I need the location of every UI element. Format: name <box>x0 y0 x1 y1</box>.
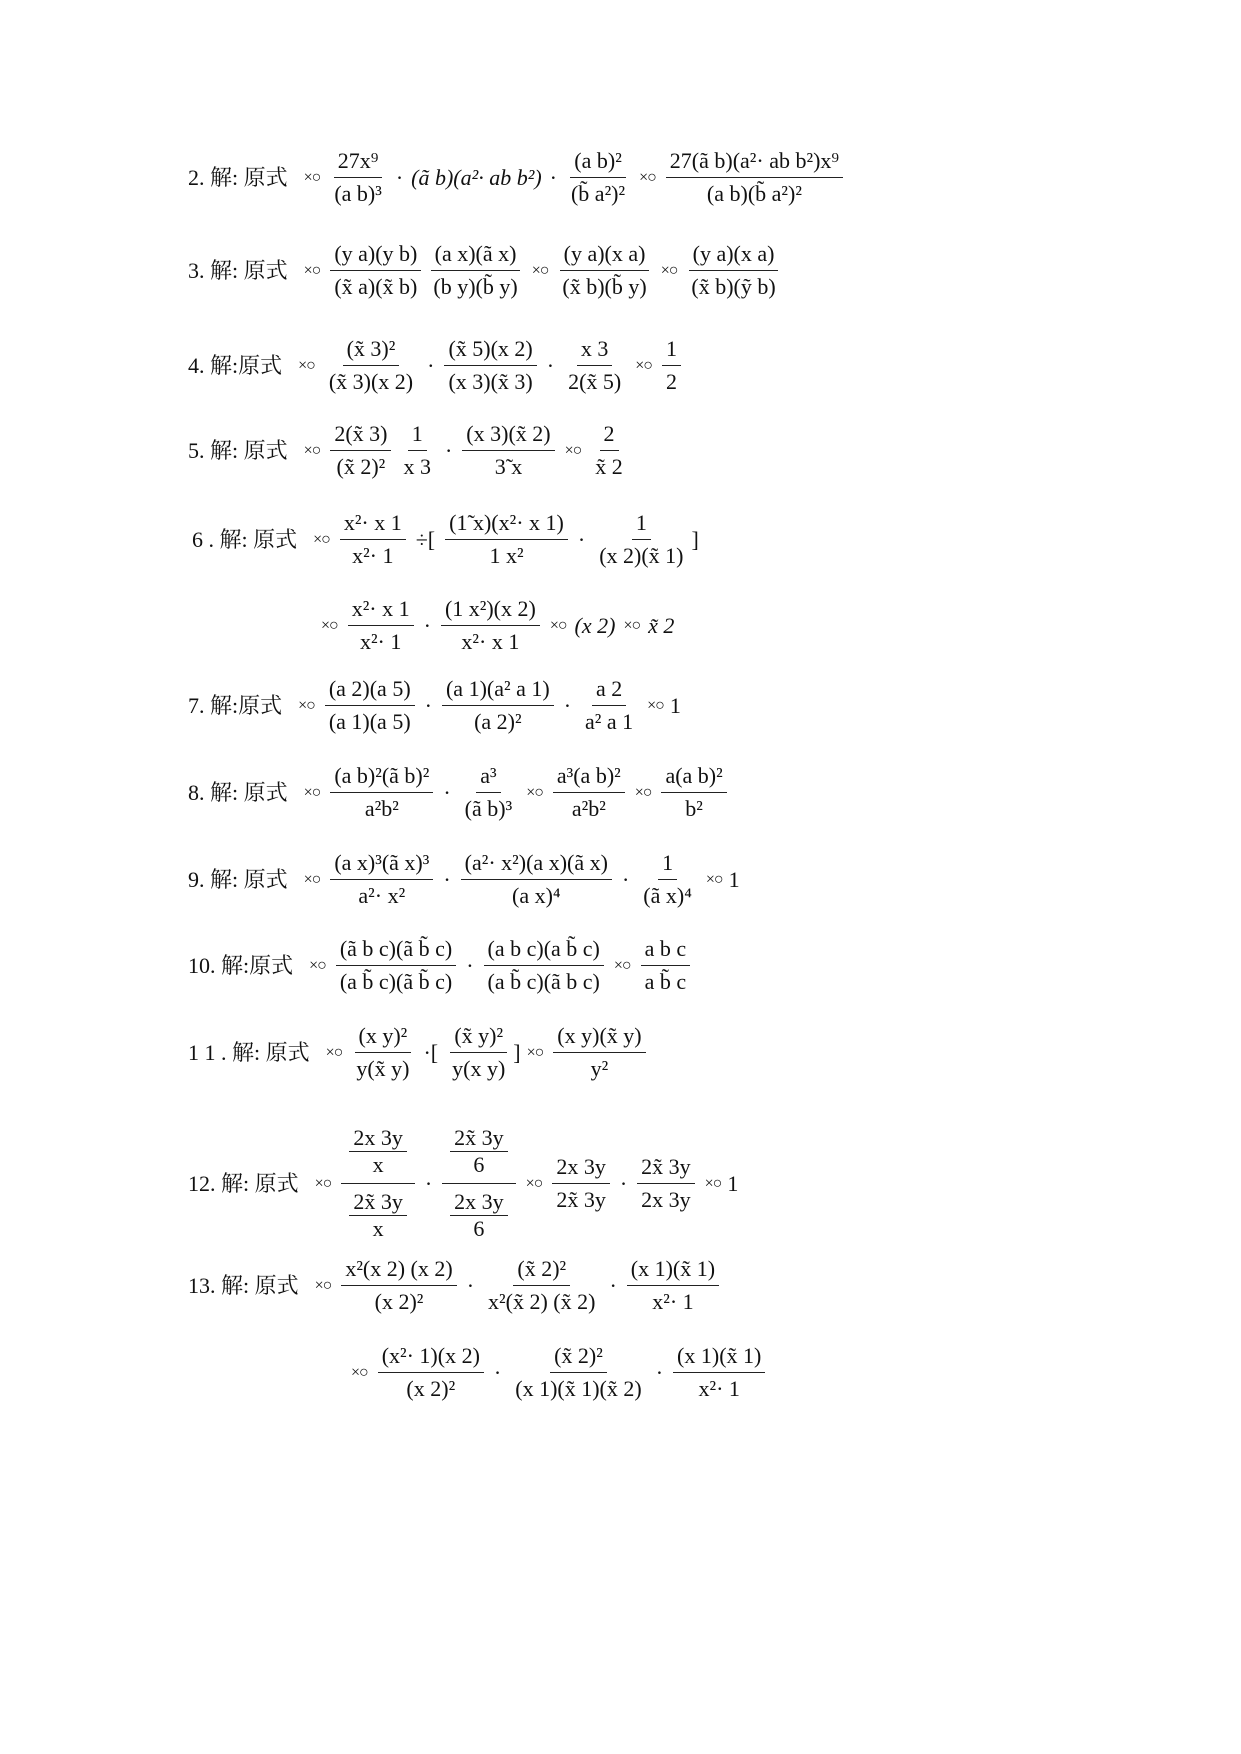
denominator: 2 <box>665 369 677 394</box>
multiply-dot: · <box>443 779 451 805</box>
multiply-dot: · <box>466 952 474 978</box>
fraction <box>567 150 629 205</box>
numerator: a b c <box>641 938 691 966</box>
equals-sign: ×○ <box>321 616 338 634</box>
fraction <box>673 1345 765 1400</box>
numerator: (x y)(x̃ y) <box>553 1025 645 1053</box>
solution-4 <box>188 338 685 393</box>
numerator: (a b c)(a b̃ c) <box>484 938 604 966</box>
denominator: 3̃ x <box>494 454 523 479</box>
denominator: (x̃ 2)² <box>336 454 386 479</box>
term: (x 2) <box>574 612 616 638</box>
fraction <box>484 938 604 993</box>
solution-2 <box>188 150 847 205</box>
denominator: (a 2)² <box>474 709 522 734</box>
fraction <box>661 765 726 820</box>
equals-sign: ×○ <box>303 441 321 459</box>
solution-8 <box>188 765 731 820</box>
fraction <box>558 243 650 298</box>
equals-sign: ×○ <box>704 1174 722 1192</box>
fraction <box>484 1258 599 1313</box>
fraction <box>349 1125 407 1178</box>
numerator: (a 2)(a 5) <box>325 678 415 706</box>
solution-label: 10. 解:原式 <box>188 952 294 978</box>
solution-label: 6 . 解: 原式 <box>192 526 298 552</box>
numerator: a³(a b)² <box>553 765 625 793</box>
fraction <box>462 423 554 478</box>
denominator: (x̃ b)(b̃ y) <box>562 274 647 299</box>
numerator: 1 <box>658 852 677 880</box>
multiply-dot: · <box>609 1272 617 1298</box>
denominator: x <box>372 1216 384 1241</box>
fraction <box>627 1258 719 1313</box>
solution-11 <box>188 1025 650 1080</box>
fraction <box>461 765 517 820</box>
denominator: (a x)⁴ <box>512 883 561 908</box>
numerator: 27x⁹ <box>334 150 383 178</box>
multiply-dot: · <box>655 1359 664 1385</box>
numerator: 1 <box>408 423 427 451</box>
denominator: y(x̃ y) <box>356 1056 410 1081</box>
numerator: (x̃ y)² <box>450 1025 507 1053</box>
fraction <box>641 938 691 993</box>
numerator: 2 <box>600 423 619 451</box>
denominator: x²· 1 <box>352 543 394 568</box>
denominator: x²· 1 <box>359 629 402 654</box>
numerator: (y a)(y b) <box>330 243 421 271</box>
solution-7 <box>188 678 681 733</box>
denominator: (x 2)² <box>406 1376 456 1401</box>
solution-label: 7. 解:原式 <box>188 692 283 718</box>
denominator: (a 1)(a 5) <box>328 709 411 734</box>
denominator: (x 3)(x̃ 3) <box>448 369 533 394</box>
fraction <box>352 1025 413 1080</box>
fraction <box>591 423 627 478</box>
fraction <box>441 598 540 653</box>
numerator: (y a)(x a) <box>560 243 650 271</box>
equals-sign: ×○ <box>531 261 549 279</box>
numerator: 1 <box>632 512 651 540</box>
solution-13-continued <box>345 1345 769 1400</box>
numerator: 2(x̃ 3) <box>330 423 391 451</box>
numerator: (x 1)(x̃ 1) <box>627 1258 719 1286</box>
multiply-dot: · <box>395 164 404 190</box>
numerator: (x̃ 3)² <box>343 338 400 366</box>
solution-label: 4. 解:原式 <box>188 352 283 378</box>
fraction <box>330 852 433 907</box>
numerator: (x̃ 5)(x 2) <box>444 338 536 366</box>
fraction <box>448 1025 509 1080</box>
fraction <box>687 243 779 298</box>
fraction <box>378 1345 484 1400</box>
equals-sign: ×○ <box>303 783 321 801</box>
fraction <box>325 678 415 733</box>
fraction <box>595 512 687 567</box>
equals-sign: ×○ <box>549 616 567 634</box>
solution-label: 5. 解: 原式 <box>188 437 288 463</box>
complex-fraction <box>341 1125 415 1242</box>
equals-sign: ×○ <box>313 530 330 548</box>
term: 1 <box>728 866 740 892</box>
numerator: 1 <box>662 338 681 366</box>
solution-label: 1 1 . 解: 原式 <box>188 1039 310 1065</box>
numerator: a(a b)² <box>661 765 726 793</box>
numerator: (1 x²)(x 2) <box>441 598 540 626</box>
equals-sign: ×○ <box>314 1276 332 1294</box>
denominator: y(x y) <box>452 1056 506 1081</box>
equals-sign: ×○ <box>526 1043 544 1061</box>
fraction <box>564 338 625 393</box>
solution-label: 3. 解: 原式 <box>188 257 288 283</box>
denominator: 6 <box>473 1152 485 1177</box>
fraction <box>330 765 433 820</box>
numerator: 2x 3y <box>552 1156 610 1184</box>
solution-6-continued <box>315 598 676 653</box>
equals-sign: ×○ <box>564 441 582 459</box>
fraction <box>639 852 696 907</box>
numerator: 27(ã b)(a²· ab b²)x⁹ <box>666 150 843 178</box>
solution-9 <box>188 852 740 907</box>
denominator: (x 1)(x̃ 1)(x̃ 2) <box>515 1376 642 1401</box>
fraction <box>637 1156 695 1211</box>
denominator: a²· x² <box>358 883 406 908</box>
numerator: x²· x 1 <box>348 598 414 626</box>
multiply-dot: · <box>577 526 586 552</box>
solution-10 <box>188 938 694 993</box>
multiply-dot: · <box>621 866 630 892</box>
term: x̃ 2 <box>648 612 675 638</box>
fraction <box>399 423 435 478</box>
denominator: x²· x 1 <box>461 629 520 654</box>
fraction <box>429 243 521 298</box>
equals-sign: ×○ <box>660 261 678 279</box>
multiply-dot: · <box>444 437 453 463</box>
denominator: (b̃ a²)² <box>570 181 626 206</box>
numerator: a 2 <box>592 678 626 706</box>
equals-sign: ×○ <box>325 1043 343 1061</box>
term: (ã b)(a²· ab b²) <box>411 164 542 190</box>
numerator: 2x̃ 3y <box>349 1189 407 1216</box>
numerator: (x̃ 2)² <box>550 1345 607 1373</box>
denominator: x²· 1 <box>698 1376 740 1401</box>
denominator <box>442 1184 516 1242</box>
equals-sign: ×○ <box>309 956 326 974</box>
denominator: 2x̃ 3y <box>556 1187 606 1212</box>
numerator: (y a)(x a) <box>689 243 779 271</box>
denominator: (a b)³ <box>334 181 382 206</box>
solution-12 <box>188 1125 738 1242</box>
numerator: x²(x 2) (x 2) <box>341 1258 456 1286</box>
denominator: 1 x² <box>489 543 524 568</box>
denominator: (a b̃ c)(ã b c) <box>487 969 600 994</box>
fraction <box>325 338 417 393</box>
fraction <box>349 1189 407 1242</box>
fraction <box>450 1189 508 1242</box>
multiply-dot: · <box>466 1272 475 1298</box>
multiply-dot: · <box>424 692 432 718</box>
denominator: 2(x̃ 5) <box>568 369 622 394</box>
fraction <box>340 512 406 567</box>
multiply-dot: · <box>549 164 557 190</box>
fraction <box>511 1345 645 1400</box>
equals-sign: ×○ <box>303 870 321 888</box>
numerator: 2x̃ 3y <box>637 1156 695 1184</box>
denominator: y² <box>590 1056 609 1081</box>
fraction <box>330 243 421 298</box>
fraction <box>330 150 386 205</box>
close-bracket: ] <box>691 526 699 552</box>
numerator: 2x 3y <box>349 1125 407 1152</box>
numerator: x 3 <box>577 338 613 366</box>
numerator: (x²· 1)(x 2) <box>378 1345 484 1373</box>
numerator: 2x̃ 3y <box>450 1125 508 1152</box>
numerator <box>341 1125 415 1184</box>
fraction <box>442 678 554 733</box>
fraction <box>348 598 414 653</box>
fraction <box>553 1025 645 1080</box>
multiply-dot: · <box>546 352 555 378</box>
solution-label: 2. 解: 原式 <box>188 164 288 190</box>
numerator: (a 1)(a² a 1) <box>442 678 554 706</box>
denominator: a²b² <box>364 796 399 821</box>
equals-sign: ×○ <box>351 1363 368 1381</box>
numerator: x²· x 1 <box>340 512 406 540</box>
fraction <box>666 150 843 205</box>
equals-sign: ×○ <box>525 1174 543 1192</box>
multiply-dot: · <box>493 1359 502 1385</box>
solution-3 <box>188 243 784 298</box>
fraction <box>662 338 681 393</box>
denominator: x <box>372 1152 384 1177</box>
denominator: (b y)(b̃ y) <box>433 274 518 299</box>
multiply-dot: · <box>443 866 451 892</box>
term: 1 <box>727 1170 739 1196</box>
denominator: (x̃ 3)(x 2) <box>328 369 414 394</box>
divide-bracket: ÷[ <box>415 526 436 552</box>
multiply-dot: · <box>424 1170 433 1196</box>
fraction <box>450 1125 508 1178</box>
equals-sign: ×○ <box>298 696 315 714</box>
numerator: (a b)² <box>570 150 626 178</box>
equals-sign: ×○ <box>303 261 321 279</box>
denominator: x̃ 2 <box>595 454 623 479</box>
numerator: (x̃ 2)² <box>513 1258 570 1286</box>
numerator: (1̃ x)(x²· x 1) <box>445 512 568 540</box>
multiply-dot: · <box>427 352 435 378</box>
solution-label: 9. 解: 原式 <box>188 866 288 892</box>
multiply-dot: · <box>423 612 431 638</box>
open-bracket: ·[ <box>423 1039 439 1065</box>
denominator: x²(x̃ 2) (x̃ 2) <box>488 1289 596 1314</box>
denominator: (a b̃ c)(ã b̃ c) <box>339 969 453 994</box>
close-bracket: ] <box>513 1039 521 1065</box>
equals-sign: ×○ <box>647 696 664 714</box>
term: 1 <box>669 692 681 718</box>
fraction <box>330 423 391 478</box>
numerator <box>442 1125 516 1184</box>
solution-5 <box>188 423 631 478</box>
multiply-dot: · <box>619 1170 628 1196</box>
fraction <box>445 512 568 567</box>
numerator: (ã b c)(ã b̃ c) <box>336 938 456 966</box>
fraction <box>581 678 637 733</box>
equals-sign: ×○ <box>634 783 652 801</box>
solution-label: 13. 解: 原式 <box>188 1272 299 1298</box>
multiply-dot: · <box>563 692 572 718</box>
numerator: (x 3)(x̃ 2) <box>462 423 554 451</box>
denominator: (x̃ a)(x̃ b) <box>334 274 418 299</box>
fraction <box>336 938 456 993</box>
fraction <box>341 1258 456 1313</box>
numerator: (a x)³(ã x)³ <box>330 852 433 880</box>
equals-sign: ×○ <box>705 870 723 888</box>
solution-label: 12. 解: 原式 <box>188 1170 299 1196</box>
numerator: a³ <box>476 765 500 793</box>
fraction <box>444 338 536 393</box>
equals-sign: ×○ <box>613 956 631 974</box>
numerator: (a b)²(ã b)² <box>330 765 433 793</box>
solution-13 <box>188 1258 723 1313</box>
denominator: b² <box>685 796 703 821</box>
fraction <box>553 765 625 820</box>
equals-sign: ×○ <box>298 356 315 374</box>
denominator: x 3 <box>403 454 431 479</box>
denominator: (x 2)(x̃ 1) <box>599 543 684 568</box>
denominator: 6 <box>473 1216 485 1241</box>
denominator: a² a 1 <box>585 709 634 734</box>
numerator: (a²· x²)(a x)(ã x) <box>461 852 612 880</box>
solution-6 <box>192 512 699 567</box>
equals-sign: ×○ <box>623 616 641 634</box>
numerator: 2x 3y <box>450 1189 508 1216</box>
denominator: (x̃ b)(ỹ b) <box>691 274 776 299</box>
equals-sign: ×○ <box>635 356 652 374</box>
equals-sign: ×○ <box>526 783 543 801</box>
equals-sign: ×○ <box>303 168 321 186</box>
denominator: a²b² <box>571 796 606 821</box>
fraction <box>552 1156 610 1211</box>
complex-fraction <box>442 1125 516 1242</box>
denominator: x²· 1 <box>652 1289 694 1314</box>
denominator: 2x 3y <box>641 1187 691 1212</box>
equals-sign: ×○ <box>639 168 656 186</box>
denominator: (a b)(b̃ a²)² <box>706 181 802 206</box>
denominator: (x 2)² <box>374 1289 424 1314</box>
equals-sign: ×○ <box>314 1174 332 1192</box>
solution-label: 8. 解: 原式 <box>188 779 288 805</box>
denominator: (ã x)⁴ <box>643 883 692 908</box>
numerator: (x 1)(x̃ 1) <box>673 1345 765 1373</box>
denominator: (ã b)³ <box>464 796 513 821</box>
numerator: (a x)(ã x) <box>431 243 521 271</box>
fraction <box>461 852 612 907</box>
numerator: (x y)² <box>355 1025 412 1053</box>
denominator: a b̃ c <box>644 969 687 994</box>
denominator <box>341 1184 415 1242</box>
